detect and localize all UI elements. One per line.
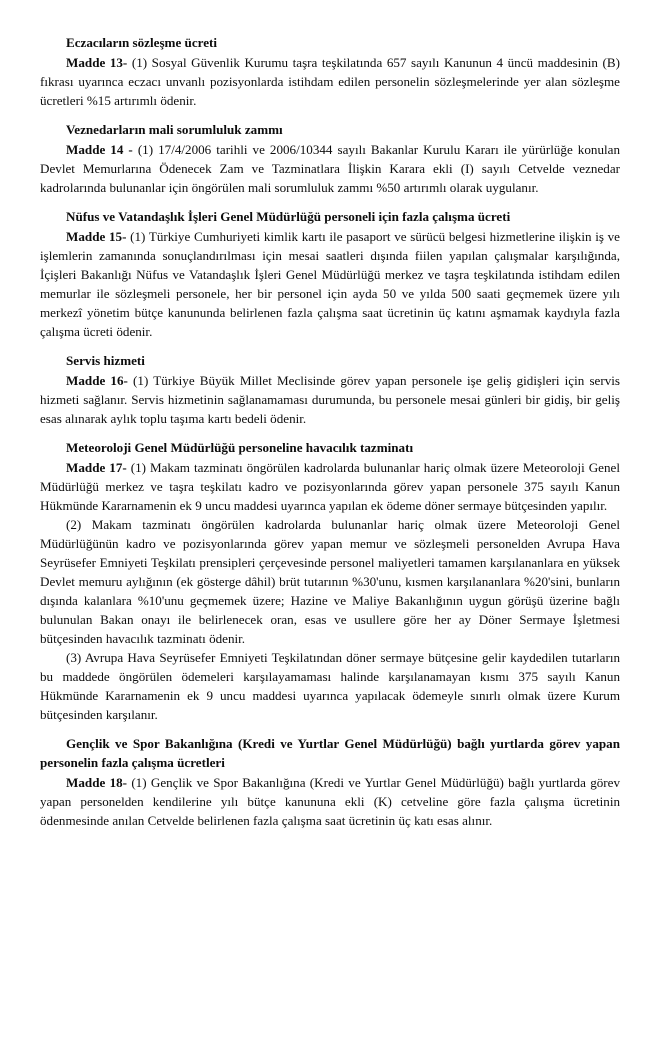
paragraph: [40, 648, 620, 724]
paragraph: [40, 371, 620, 428]
paragraph-text: (3) Avrupa Hava Seyrüsefer Emniyeti Teşkilatından döner sermaye bütçesine gelir kaydedilen tutarların bu maddede öngörülen ödemeleri karşılayamaması halinde karşılanamayan kısmı 375 sayılı Kanun Hükmünde Kararnamenin ek 9 uncu maddesi uyarınca yapılacak ödemeyle sınırlı olmak üzere Kurum bütçesinden karşılanır.: [40, 649, 620, 722]
paragraph: [40, 515, 620, 648]
paragraph-text: (1) Makam tazminatı öngörülen kadrolarda bulunanlar hariç olmak üzere Meteoroloji Genel Müdürlüğü merkez ve taşra teşkilatı kadro ve pozisyonlarında görev yapan personele 375 sayılı Kanun Hükmünde Kararnamenin ek 9 uncu maddesi uyarınca yapılan ek ödeme döner sermaye bütçesinden yapılır.: [40, 459, 620, 513]
section-eczacilar: [40, 34, 620, 110]
paragraph: [40, 227, 620, 341]
paragraph: [40, 458, 620, 515]
section-heading: Meteoroloji Genel Müdürlüğü personeline havacılık tazminatı: [66, 439, 414, 455]
paragraph-text: (2) Makam tazminatı öngörülen kadrolarda bulunanlar hariç olmak üzere Meteoroloji Genel Müdürlüğünün kadro ve pozisyonlarında görev yapan memur ve sözleşmeli personelden Avrupa Hava Seyrüsefer Emniyeti Teşkilatı prensipleri çerçevesinde personel maliyetleri tamamen karşılananlara en yüksek Devlet memuru aylığının (ek gösterge dâhil) brüt tutarının %30'unu, kısmen karşılananlara %20'sini, bunların dışında kalanlara %10'unu geçmemek üzere; Hazine ve Maliye Bakanlığının uygun görüşü üzerine bağlı bulunulan Bakan onayı ile belirlenecek oran, esas ve usullere göre her ay Döner Sermaye İşletmesi bütçesinden havacılık tazminatı ödenir.: [40, 516, 620, 646]
spacer: [40, 724, 620, 735]
paragraph-text: (1) Sosyal Güvenlik Kurumu taşra teşkilatında 657 sayılı Kanunun 4 üncü maddesinin (B) fıkrası uyarınca eczacı unvanlı pozisyonlarda istihdam edilen personelin sözleşmelerinde yer alan sözleşme ücretleri %15 artırımlı ödenir.: [40, 54, 620, 108]
paragraph-text: (1) Türkiye Büyük Millet Meclisinde görev yapan personele işe geliş gidişleri için servis hizmeti sağlanır. Servis hizmetinin sağlanamaması durumunda, bu personele mesai günleri bir gidiş, bir geliş esas alınarak aylık toplu taşıma kartı bedeli ödenir.: [40, 372, 620, 426]
spacer: [40, 428, 620, 439]
paragraph-lead: Madde 13-: [66, 54, 128, 70]
section-meteoroloji: [40, 439, 620, 724]
paragraph: [40, 773, 620, 830]
section-servis: [40, 352, 620, 428]
section-heading: Nüfus ve Vatandaşlık İşleri Genel Müdürlüğü personeli için fazla çalışma ücreti: [66, 208, 511, 224]
paragraph-text: (1) Gençlik ve Spor Bakanlığına (Kredi ve Yurtlar Genel Müdürlüğü) bağlı yurtlarda görev yapan personelden kendilerine yılı bütçe kanununa ekli (K) cetveline göre fazla çalışma ücretinin ödenmesinde anılan Cetvelde belirlenen fazla çalışma saat ücretinin üç katı esas alınır.: [40, 774, 621, 828]
paragraph: [40, 53, 620, 110]
spacer: [40, 197, 620, 208]
section-heading: Gençlik ve Spor Bakanlığına (Kredi ve Yurtlar Genel Müdürlüğü) bağlı yurtlarda görev yapan personelin fazla çalışma ücretleri: [40, 735, 620, 770]
paragraph-lead: Madde 14 -: [66, 141, 133, 157]
section-heading: Veznedarların mali sorumluluk zammı: [66, 121, 283, 137]
paragraph-lead: Madde 16-: [66, 372, 128, 388]
spacer: [40, 341, 620, 352]
paragraph-lead: Madde 18-: [66, 774, 128, 790]
section-heading: Eczacıların sözleşme ücreti: [66, 35, 218, 50]
paragraph-text: (1) Türkiye Cumhuriyeti kimlik kartı ile pasaport ve sürücü belgesi hizmetlerine ilişkin iş ve işlemlerin zamanında sonuçlandırılması için mesai saatleri dışında fiilen yapılan çalışmalar karşılığında, İçişleri Bakanlığı Nüfus ve Vatandaşlık İşleri Genel Müdürlüğü merkez ve taşra teşkilatında istihdam edilen memurlar ile sözleşmeli personele, her bir personel için ayda 50 ve yılda 500 saati geçmemek üzere yılı merkezî yönetim bütçe kanununda belirlenen fazla çalışma saat ücretinin üç katını aşmamak kaydıyla fazla çalışma ücreti ödenir.: [40, 228, 620, 339]
section-nufus: [40, 208, 620, 341]
paragraph-text: (1) 17/4/2006 tarihli ve 2006/10344 sayılı Bakanlar Kurulu Kararı ile yürürlüğe konulan Devlet Memurlarına Ödenecek Zam ve Tazminatlara İlişkin Karara ekli (I) sayılı Cetvelde veznedar kadrolarında bulunanlar için öngörülen mali sorumluluk zammı %50 artırımlı olarak uygulanır.: [40, 141, 620, 195]
section-genclik-spor: [40, 735, 620, 830]
paragraph-lead: Madde 15-: [66, 228, 127, 244]
section-veznedarlar: [40, 121, 620, 197]
spacer: [40, 110, 620, 121]
paragraph: [40, 140, 620, 197]
paragraph-lead: Madde 17-: [66, 459, 127, 475]
section-heading: Servis hizmeti: [66, 352, 145, 368]
